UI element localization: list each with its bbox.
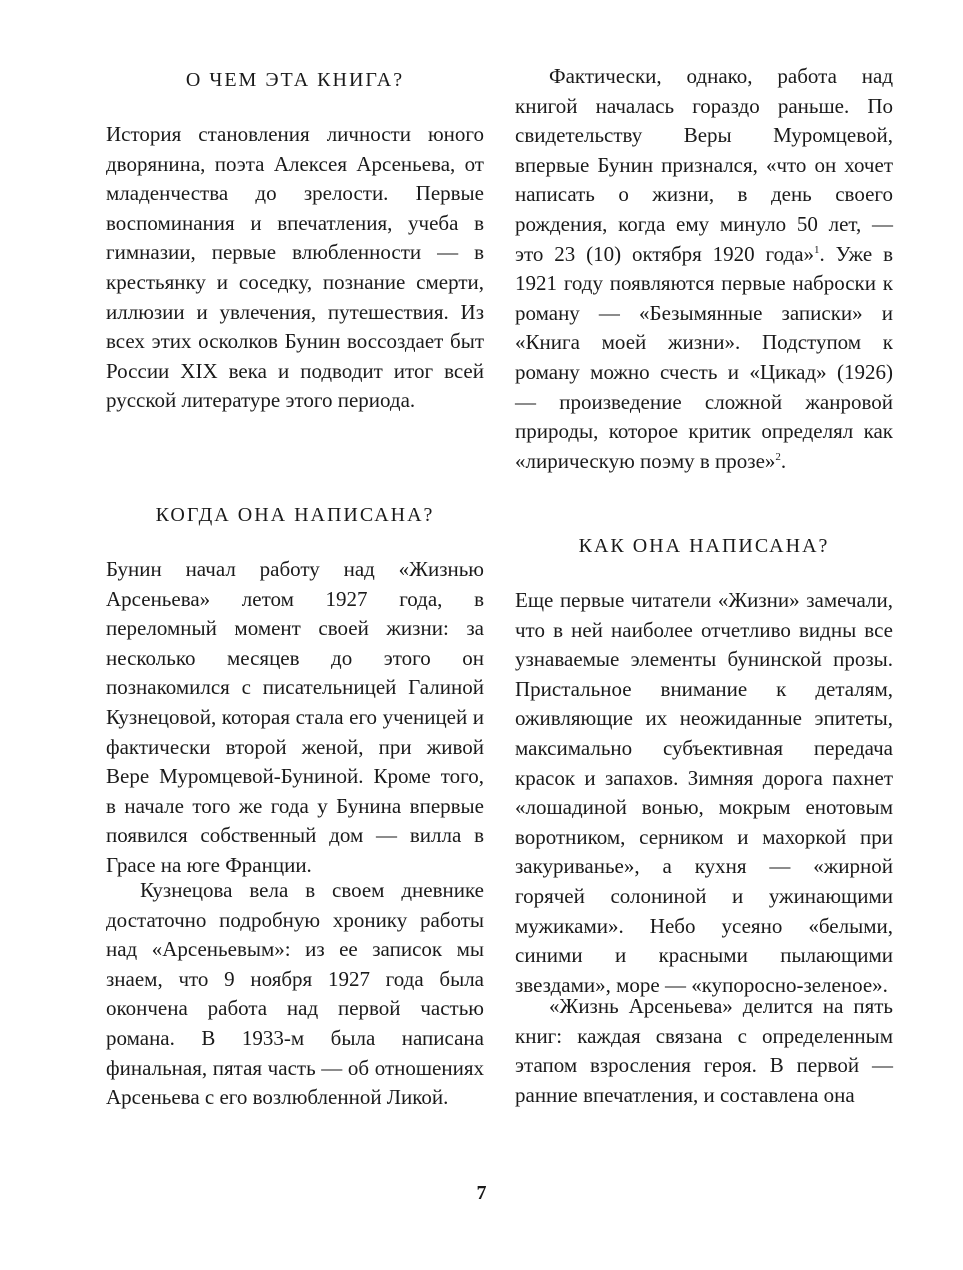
section-heading-what-is-book: О ЧЕМ ЭТА КНИГА? [185, 69, 405, 91]
section-heading-how-written: КАК ОНА НАПИСАНА? [578, 535, 830, 557]
footnote-marker-2: 2 [775, 450, 781, 463]
page-number: 7 [476, 1182, 487, 1204]
section-paragraph-how-2: «Жизнь Арсеньева» делится на пять книг: каждая связана с определенным этапом взросления героя. В первой — ранние впечатления, и составлена она [515, 994, 893, 1107]
footnote-marker-1: 1 [814, 243, 820, 256]
section-paragraph-when-1: Бунин начал работу над «Жизнью Арсеньева» летом 1927 года, в переломный момент своей жизни: за несколько месяцев до этого он познакомился с писательницей Галиной Кузнецовой, которая стала его ученицей и фактически второй женой, при живой Вере Муромцевой-Буниной. Кроме того, в начале того же года у Бунина впервые появился собственный дом — вилла в Грасе на юге Франции. [106, 557, 484, 877]
continuation-paragraph [515, 62, 893, 476]
section-heading-when-written: КОГДА ОНА НАПИСАНА? [155, 504, 435, 526]
section-paragraph-how-1: Еще первые читатели «Жизни» замечали, что в ней наиболее отчетливо видны все узнаваемые элементы бунинской прозы. Пристальное внимание к деталям, оживляющие их неожиданные эпитеты, максимально субъективная передача красок и запахов. Зимняя дорога пахнет «лошадиной вонью, мокрым енотовым воротником, серником и махоркой при закуриванье», а кухня — «жирной горячей солониной и ужинающими мужиками». Небо усеяно «белыми, синими и красными пылающими звездами», море — «купоросно-зеленое». [515, 588, 893, 997]
section-paragraph-when-2: Кузнецова вела в своем дневнике достаточно подробную хронику работы над «Арсеньевым»: из ее записок мы знаем, что 9 ноября 1927 года была окончена работа над первой частью романа. В 1933-м была написана финальная, пятая часть — об отношениях Арсеньева с его возлюбленной Ликой. [106, 878, 484, 1110]
continuation-text-part3: . [780, 448, 787, 473]
section-paragraph-about: История становления личности юного дворянина, поэта Алексея Арсеньева, от младенчества до зрелости. Первые воспоминания и впечатления, учеба в гимназии, первые влюбленности — в крестьянку и соседку, познание смерти, иллюзии и увлечения, путешествия. Из всех этих осколков Бунин воссоздает быт России XIX века и подводит итог всей русской литературе этого периода. [106, 122, 484, 413]
continuation-text-part1: Фактически, однако, работа над книгой началась гораздо раньше. По свидетельству Веры Муромцевой, впервые Бунин признался, «что он хочет написать о жизни, в день своего рождения, когда ему минуло 50 лет, — это 23 (10) октября 1920 года» [515, 64, 893, 266]
continuation-text-part2: . Уже в 1921 году появляются первые наброски к роману — «Безымянные записки» и «Книга моей жизни». Подступом к роману можно счесть и «Цикад» (1926) — произведение сложной жанровой природы, которое критик определял как «лирическую поэму в прозе» [515, 241, 893, 473]
